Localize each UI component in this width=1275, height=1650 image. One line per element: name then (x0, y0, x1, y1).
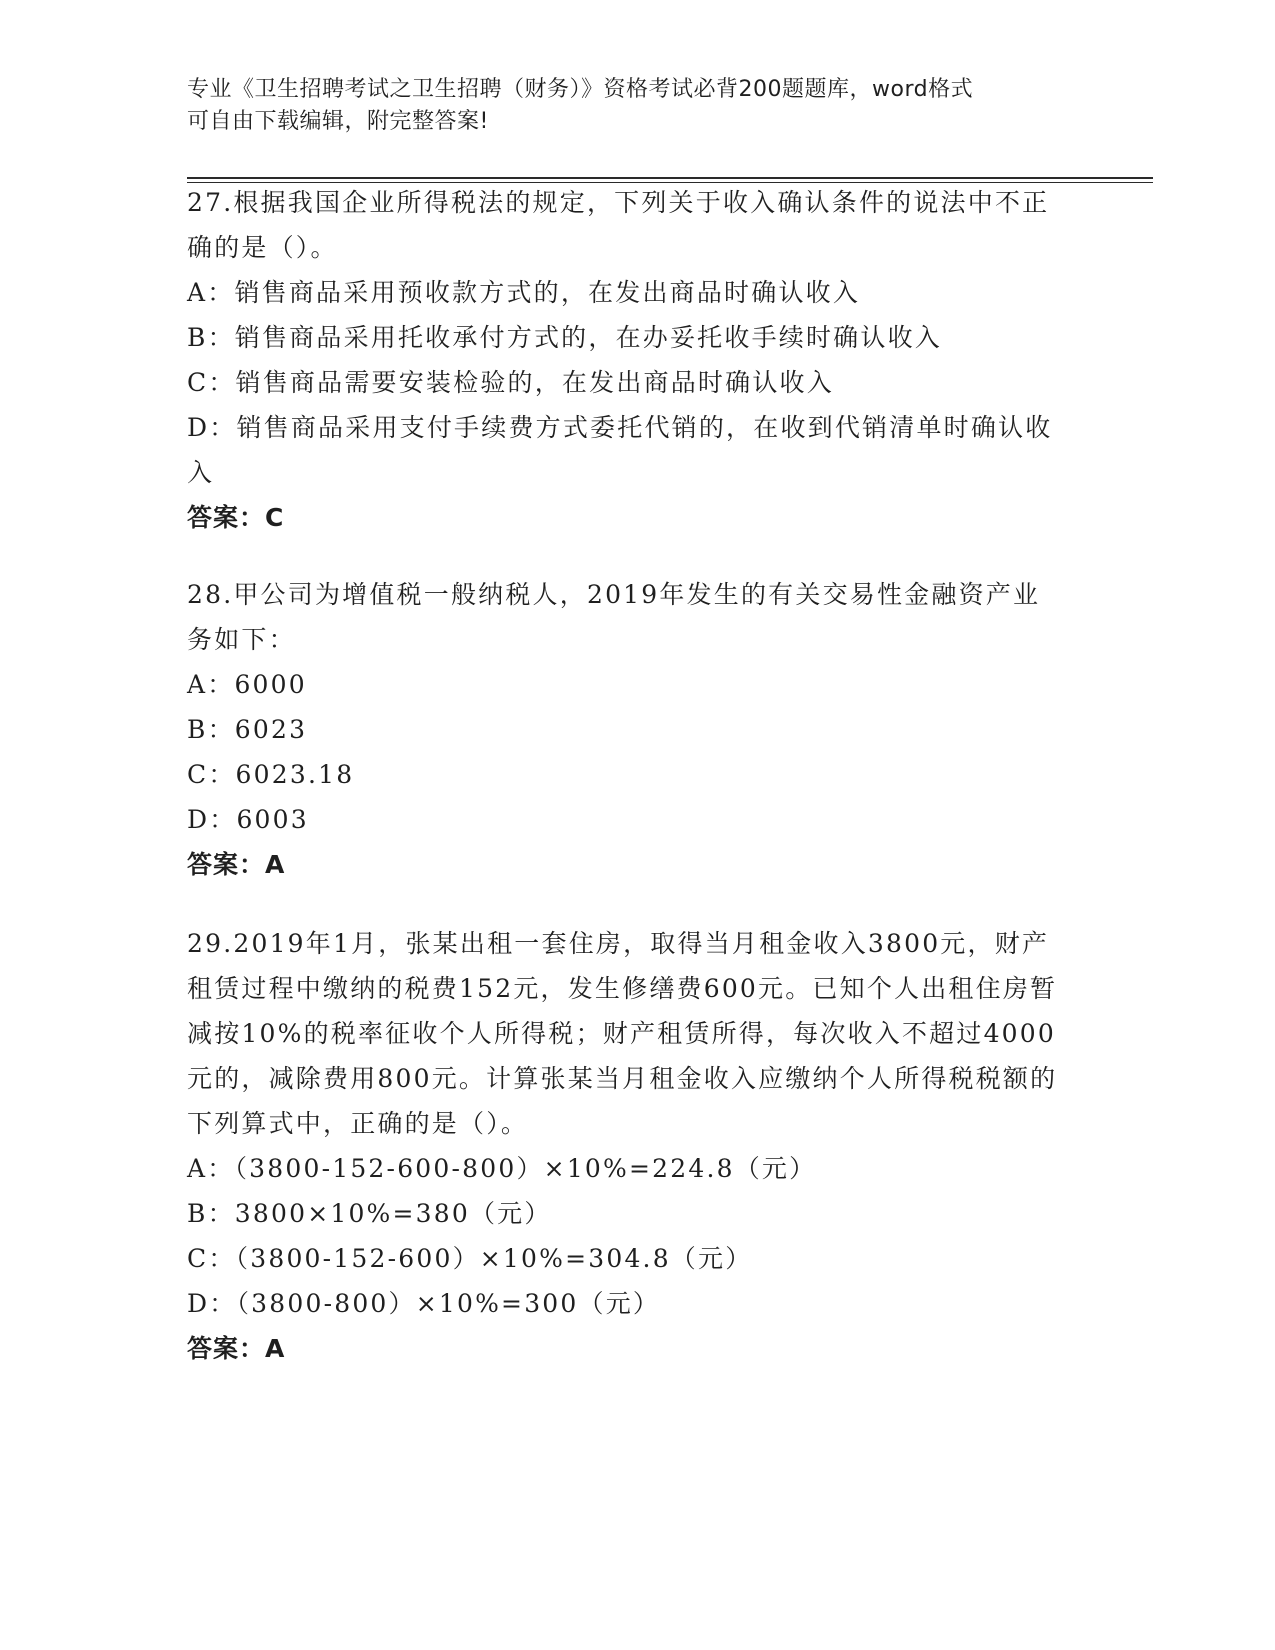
answer-line (187, 842, 1087, 887)
answer-line (187, 495, 1087, 540)
question-28 (187, 572, 1087, 887)
option-a: A：（3800-152-600-800）×10%=224.8（元） (187, 1154, 817, 1183)
option-b: B：3800×10%=380（元） (187, 1199, 552, 1228)
option-c: C：6023.18 (187, 760, 355, 789)
question-stem: 28.甲公司为增值税一般纳税人，2019年发生的有关交易性金融资产业务如下： (187, 580, 1041, 654)
header-line-2: 可自由下载编辑，附完整答案! (187, 109, 489, 134)
answer-line (187, 1326, 1087, 1371)
question-29 (187, 921, 1087, 1371)
option-d: D：销售商品采用支付手续费方式委托代销的，在收到代销清单时确认收入 (187, 413, 1053, 487)
option-b: B：销售商品采用托收承付方式的，在办妥托收手续时确认收入 (187, 323, 942, 352)
option-d: D：（3800-800）×10%=300（元） (187, 1289, 661, 1318)
option-c: C：（3800-152-600）×10%=304.8（元） (187, 1244, 753, 1273)
answer-label: 答案： (187, 1334, 266, 1363)
answer-label: 答案： (187, 850, 266, 879)
option-a: A：销售商品采用预收款方式的，在发出商品时确认收入 (187, 278, 861, 307)
option-a: A：6000 (187, 670, 307, 699)
option-c: C：销售商品需要安装检验的，在发出商品时确认收入 (187, 368, 834, 397)
question-27 (187, 180, 1087, 540)
question-stem: 27.根据我国企业所得税法的规定，下列关于收入确认条件的说法中不正确的是（）。 (187, 188, 1050, 262)
question-stem: 29.2019年1月，张某出租一套住房，取得当月租金收入3800元，财产租赁过程中缴纳的税费152元，发生修缮费600元。已知个人出租住房暂减按10%的税率征收个人所得税；财产租赁所得，每次收入不超过4000元的，减除费用800元。计算张某当月租金收入应缴纳个人所得税税额的下列算式中，正确的是（）。 (187, 929, 1058, 1138)
answer-value: C (265, 503, 285, 532)
document-header (187, 74, 1067, 138)
header-line-1: 专业《卫生招聘考试之卫生招聘（财务）》资格考试必背200题题库，word格式 (187, 77, 974, 102)
option-b: B：6023 (187, 715, 308, 744)
option-d: D：6003 (187, 805, 309, 834)
answer-value: A (265, 1334, 286, 1363)
header-divider-thick (187, 177, 1153, 179)
answer-label: 答案： (187, 503, 266, 532)
answer-value: A (265, 850, 286, 879)
